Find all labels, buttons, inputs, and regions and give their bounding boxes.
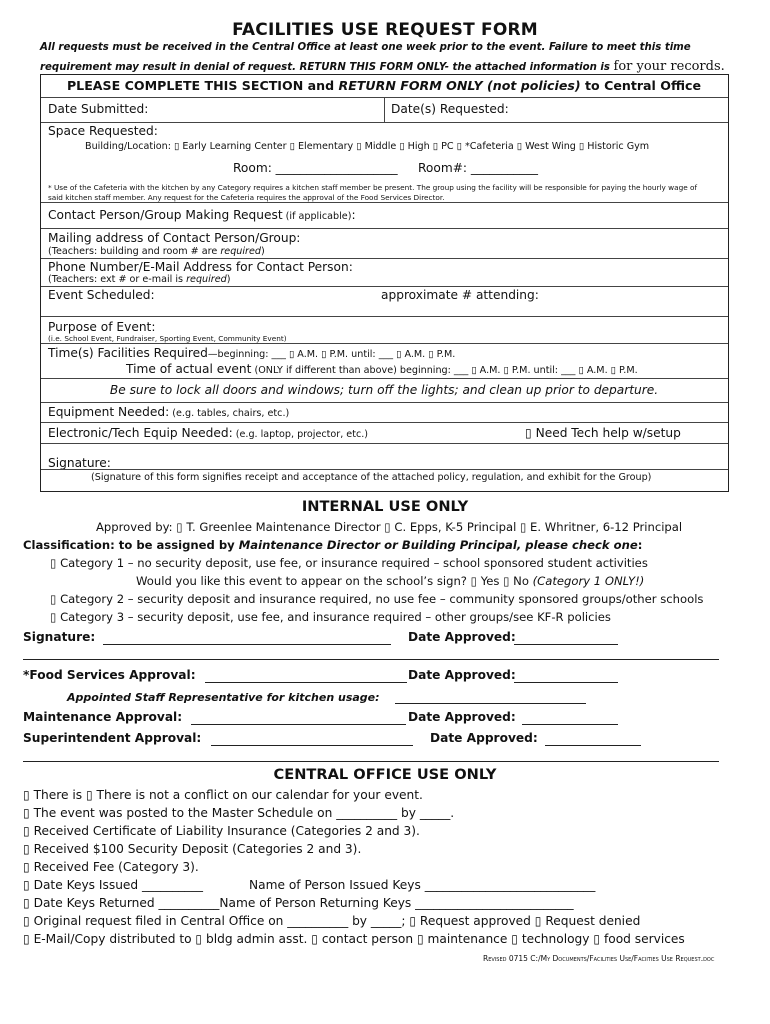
notice-line-2 xyxy=(40,59,725,74)
notice-line-2-text: requirement may result in denial of request. RETURN THIS FORM ONLY- the attached information is xyxy=(40,62,610,73)
original-request-checkbox[interactable]: ▯ Original request filed in Central Office on __________ by _____; ▯ Request approved ▯ Request denied xyxy=(23,914,641,928)
tech-help-checkbox[interactable]: ▯ Need Tech help w/setup xyxy=(525,426,681,440)
internal-signature-label: Signature: xyxy=(23,630,96,644)
room-number-field[interactable]: Room#: ___________ xyxy=(418,161,538,175)
banner-text-b: RETURN FORM ONLY (not policies) xyxy=(338,78,581,93)
school-sign-text: Would you like this event to appear on the school’s sign? ▯ Yes ▯ No xyxy=(136,574,533,588)
revision-note: Revised 0715 C:/My Documents/Facilities Use/Faciities Use Request.doc xyxy=(483,954,715,963)
notice-line-1: All requests must be received in the Central Office at least one week prior to the event. Failure to meet this time xyxy=(40,42,691,53)
signature-note: (Signature of this form signifies receipt and acceptance of the attached policy, regulation, and exhibit for the Group) xyxy=(91,472,652,483)
tech-equipment-field[interactable] xyxy=(48,426,368,440)
lock-notice: Be sure to lock all doors and windows; turn off the lights; and clean up prior to departure. xyxy=(109,383,659,397)
fee-checkbox[interactable]: ▯ Received Fee (Category 3). xyxy=(23,860,199,874)
category-1-checkbox[interactable]: ▯ Category 1 – no security deposit, use fee, or insurance required – school sponsored student activities xyxy=(50,556,648,570)
food-services-label: *Food Services Approval: xyxy=(23,668,196,682)
superintendent-approval-label: Superintendent Approval: xyxy=(23,731,202,745)
posted-checkbox[interactable]: ▯ The event was posted to the Master Schedule on __________ by _____. xyxy=(23,806,455,820)
food-services-line[interactable] xyxy=(205,682,407,683)
mailing-note-a: (Teachers: building and room # are xyxy=(48,246,221,257)
actual-event-detail: (ONLY if different than above) beginning: ___ ▯ A.M. ▯ P.M. until: ___ ▯ A.M. ▯ P.M. xyxy=(251,365,638,376)
divider xyxy=(41,122,728,123)
appointed-staff-line[interactable] xyxy=(395,703,586,704)
mailing-address-field[interactable]: Mailing address of Contact Person/Group: xyxy=(48,231,301,245)
banner-text-a: PLEASE COMPLETE THIS SECTION and xyxy=(66,78,339,93)
divider xyxy=(41,286,728,287)
dates-requested-field[interactable]: Date(s) Requested: xyxy=(391,102,509,116)
form-title: FACILITIES USE REQUEST FORM xyxy=(232,20,538,40)
maintenance-date-approved-line[interactable] xyxy=(522,724,618,725)
maintenance-approval-label: Maintenance Approval: xyxy=(23,710,183,724)
cafeteria-note-1: * Use of the Cafeteria with the kitchen by any Category requires a kitchen staff member be present. The group using the facility will be responsible for paying the hourly wage of xyxy=(48,183,698,192)
email-copy-checkbox[interactable]: ▯ E-Mail/Copy distributed to ▯ bldg admin asst. ▯ contact person ▯ maintenance ▯ technology ▯ food services xyxy=(23,932,685,946)
request-section xyxy=(40,74,729,492)
equipment-field[interactable] xyxy=(48,405,289,419)
divider xyxy=(23,761,719,762)
food-date-approved-line[interactable] xyxy=(514,682,618,683)
divider xyxy=(41,258,728,259)
mailing-note-c: ) xyxy=(260,246,265,257)
equipment-note: (e.g. tables, chairs, etc.) xyxy=(169,408,290,419)
building-location-options[interactable]: Building/Location: ▯ Early Learning Center ▯ Elementary ▯ Middle ▯ High ▯ PC ▯ *Cafeteria ▯ West Wing ▯ Historic Gym xyxy=(85,141,650,152)
date-approved-line[interactable] xyxy=(514,644,618,645)
attending-field[interactable]: approximate # attending: xyxy=(381,288,539,302)
maintenance-approval-line[interactable] xyxy=(191,724,406,725)
category-3-checkbox[interactable]: ▯ Category 3 – security deposit, use fee, and insurance required – other groups/see KF-R policies xyxy=(50,610,611,624)
event-scheduled-field[interactable]: Event Scheduled: xyxy=(48,288,155,302)
school-sign-note: (Category 1 ONLY!) xyxy=(532,574,645,588)
contact-person-field[interactable] xyxy=(48,208,356,222)
keys-issued-name-field[interactable]: Name of Person Issued Keys ____________________________ xyxy=(249,878,596,892)
equipment-label: Equipment Needed: xyxy=(48,405,170,419)
divider xyxy=(41,378,728,379)
contact-person-label: Contact Person/Group Making Request xyxy=(48,208,283,222)
phone-email-note xyxy=(48,274,230,285)
divider xyxy=(41,316,728,317)
actual-event-field[interactable] xyxy=(126,362,638,376)
mailing-address-note xyxy=(48,246,265,257)
request-banner xyxy=(41,78,727,93)
divider xyxy=(41,422,728,423)
purpose-note: (i.e. School Event, Fundraiser, Sporting Event, Community Event) xyxy=(48,334,287,343)
maintenance-date-approved-label: Date Approved: xyxy=(408,710,516,724)
times-required-detail: —beginning: ___ ▯ A.M. ▯ P.M. until: ___ ▯ A.M. ▯ P.M. xyxy=(207,349,456,360)
phone-note-a: (Teachers: ext # or e-mail is xyxy=(48,274,187,285)
internal-signature-line[interactable] xyxy=(103,644,391,645)
divider xyxy=(41,343,728,344)
deposit-checkbox[interactable]: ▯ Received $100 Security Deposit (Categories 2 and 3). xyxy=(23,842,362,856)
times-required-field[interactable] xyxy=(48,346,455,360)
divider xyxy=(41,443,728,444)
phone-note-b: required xyxy=(186,274,227,285)
superintendent-date-approved-line[interactable] xyxy=(545,745,641,746)
contact-person-colon: : xyxy=(351,208,356,222)
divider xyxy=(384,97,385,122)
date-approved-label: Date Approved: xyxy=(408,630,516,644)
actual-event-label: Time of actual event xyxy=(126,362,252,376)
internal-heading: INTERNAL USE ONLY xyxy=(301,498,469,515)
divider xyxy=(23,659,719,660)
divider xyxy=(41,228,728,229)
room-field[interactable]: Room: ____________________ xyxy=(233,161,398,175)
divider xyxy=(41,402,728,403)
classification-b: Maintenance Director or Building Principal, please check one xyxy=(238,538,638,552)
divider xyxy=(41,202,728,203)
classification-a: Classification: to be assigned by xyxy=(23,538,239,552)
banner-text-c: to Central Office xyxy=(580,78,702,93)
food-date-approved-label: Date Approved: xyxy=(408,668,516,682)
signature-field[interactable]: Signature: xyxy=(48,456,111,470)
keys-issued-checkbox[interactable]: ▯ Date Keys Issued __________ xyxy=(23,878,203,892)
space-requested-label: Space Requested: xyxy=(48,124,158,138)
category-2-checkbox[interactable]: ▯ Category 2 – security deposit and insurance required, no use fee – community sponsored groups/other schools xyxy=(50,592,704,606)
certificate-checkbox[interactable]: ▯ Received Certificate of Liability Insurance (Categories 2 and 3). xyxy=(23,824,420,838)
divider xyxy=(41,469,728,470)
notice-line-2-tail: for your records. xyxy=(613,59,725,74)
phone-email-field[interactable]: Phone Number/E-Mail Address for Contact Person: xyxy=(48,260,353,274)
school-sign-question[interactable] xyxy=(136,574,644,588)
mailing-note-b: required xyxy=(220,246,261,257)
conflict-checkboxes[interactable]: ▯ There is ▯ There is not a conflict on our calendar for your event. xyxy=(23,788,423,802)
central-heading: CENTRAL OFFICE USE ONLY xyxy=(273,766,497,783)
classification-c: : xyxy=(637,538,643,552)
phone-note-c: ) xyxy=(226,274,231,285)
appointed-staff-label: Appointed Staff Representative for kitchen usage: xyxy=(67,691,380,704)
classification-instruction xyxy=(23,538,642,552)
approved-by-options[interactable]: Approved by: ▯ T. Greenlee Maintenance Director ▯ C. Epps, K-5 Principal ▯ E. Whritner, 6-12 Principal xyxy=(96,520,683,534)
contact-person-note: (if applicable) xyxy=(282,211,352,222)
purpose-field[interactable]: Purpose of Event: xyxy=(48,320,156,334)
times-required-label: Time(s) Facilities Required xyxy=(48,346,208,360)
cafeteria-note-2: said kitchen staff member. Any request for the Cafeteria requires the approval of the Food Services Director. xyxy=(48,193,445,202)
tech-equipment-label: Electronic/Tech Equip Needed: xyxy=(48,426,233,440)
date-submitted-field[interactable]: Date Submitted: xyxy=(48,102,149,116)
tech-equipment-note: (e.g. laptop, projector, etc.) xyxy=(232,429,369,440)
keys-returned-checkbox[interactable]: ▯ Date Keys Returned __________Name of Person Returning Keys __________________________ xyxy=(23,896,574,910)
superintendent-date-approved-label: Date Approved: xyxy=(430,731,538,745)
superintendent-approval-line[interactable] xyxy=(211,745,413,746)
